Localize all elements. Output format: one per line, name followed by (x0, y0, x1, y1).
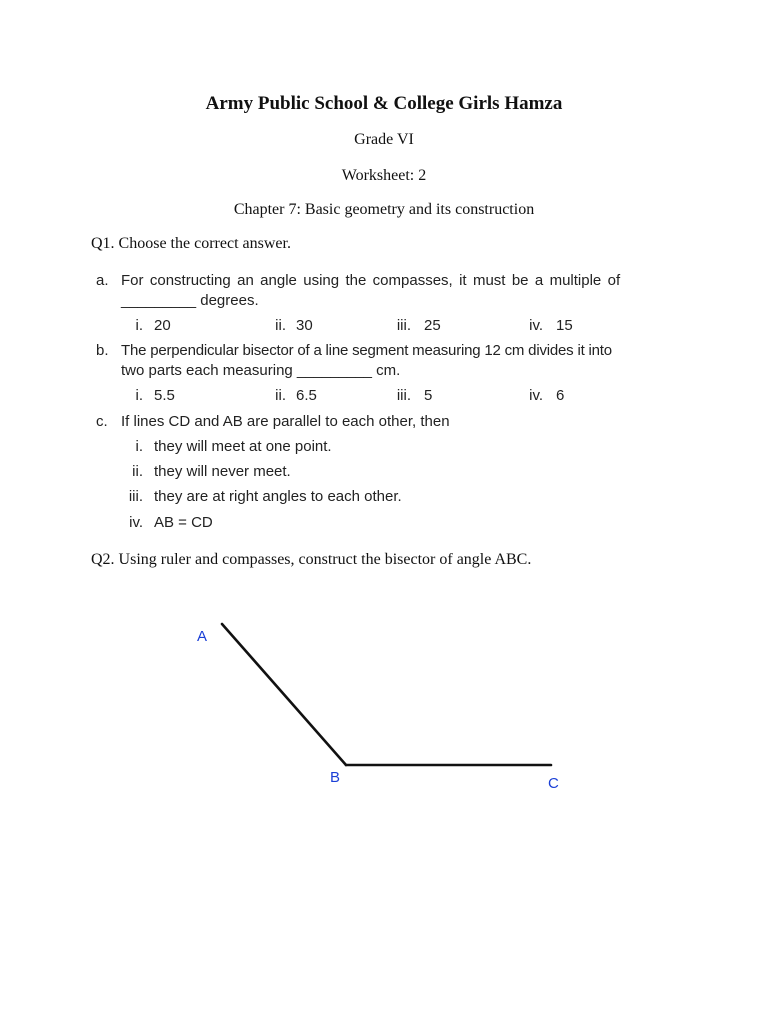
option-number: i. (135, 317, 143, 334)
item-text-line: The perpendicular bisector of a line segment measuring 12 cm divides it into (121, 342, 612, 359)
option-number: iii. (396, 317, 411, 334)
option-value: 5 (424, 387, 433, 404)
item-letter: b. (96, 342, 109, 359)
option-number: iv. (129, 514, 143, 531)
ray-ba (222, 624, 346, 765)
item-text-line: _________ degrees. (121, 292, 259, 309)
question-1-heading: Q1. Choose the correct answer. (91, 235, 291, 252)
item-text-line: two parts each measuring _________ cm. (121, 362, 401, 379)
option-value: 6 (556, 387, 565, 404)
grade-label: Grade VI (354, 131, 414, 148)
option-value: 20 (154, 317, 171, 334)
point-c-label: C (548, 775, 559, 792)
option-number: iii. (128, 488, 143, 505)
option-number: iv. (529, 317, 543, 334)
question-2-heading: Q2. Using ruler and compasses, construct the bisector of angle ABC. (91, 551, 532, 568)
option-number: iii. (396, 387, 411, 404)
option-number: i. (135, 387, 143, 404)
option-number: ii. (275, 387, 286, 404)
item-letter: a. (96, 272, 109, 289)
option-number: iv. (529, 387, 543, 404)
option-value: 5.5 (154, 387, 175, 404)
point-a-label: A (197, 628, 208, 645)
item-text-line: If lines CD and AB are parallel to each other, then (121, 413, 450, 430)
chapter-title: Chapter 7: Basic geometry and its construction (233, 201, 535, 218)
worksheet-label: Worksheet: 2 (341, 167, 427, 184)
item-letter: c. (96, 413, 108, 430)
point-b-label: B (330, 769, 341, 786)
option-number: ii. (132, 463, 143, 480)
option-value: they are at right angles to each other. (154, 488, 402, 505)
option-value: they will meet at one point. (154, 438, 332, 455)
option-value: 6.5 (296, 387, 317, 404)
school-name: Army Public School & College Girls Hamza (205, 93, 563, 114)
option-value: AB = CD (154, 514, 213, 531)
option-number: ii. (275, 317, 286, 334)
option-value: 25 (424, 317, 441, 334)
option-value: 30 (296, 317, 313, 334)
item-text-line: For constructing an angle using the compasses, it must be a multiple of (121, 272, 621, 289)
option-value: 15 (556, 317, 573, 334)
option-number: i. (135, 438, 143, 455)
option-value: they will never meet. (154, 463, 291, 480)
